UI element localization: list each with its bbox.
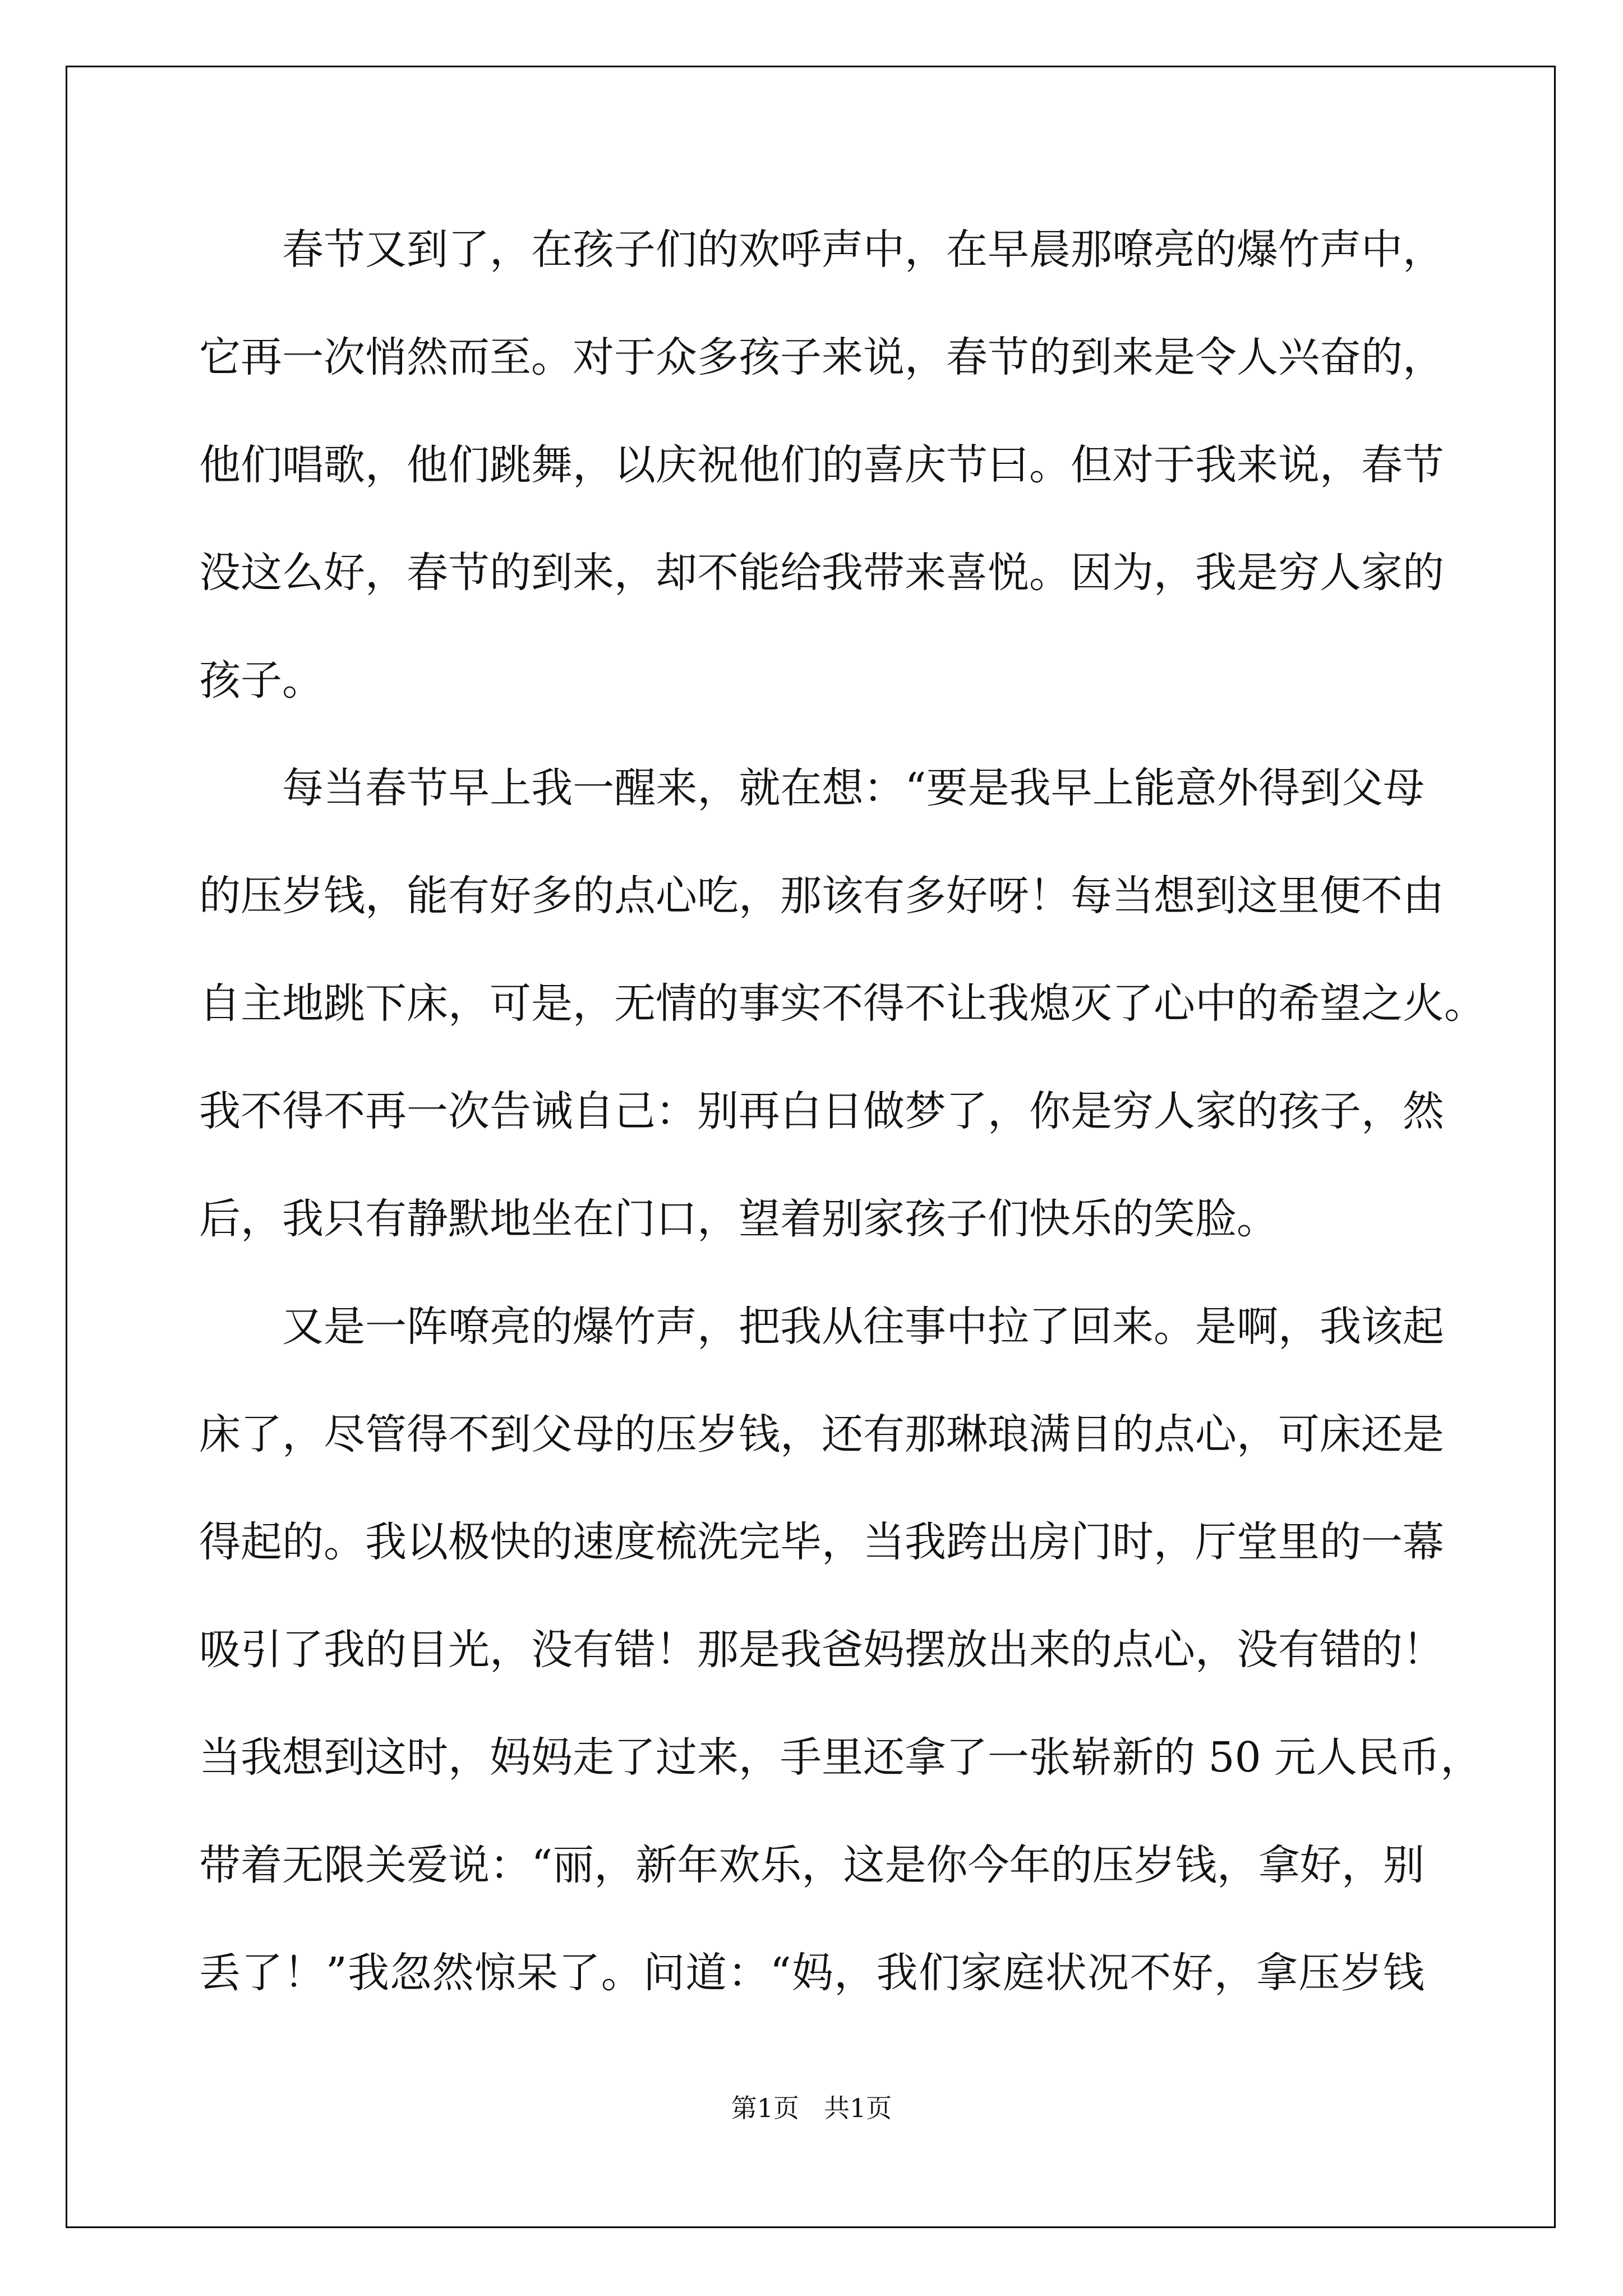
text-line: 吸引了我的目光，没有错！那是我爸妈摆放出来的点心，没有错的！	[199, 1626, 1444, 1674]
page-number: 第1页	[731, 2093, 800, 2123]
text-line: 孩子。	[199, 656, 324, 705]
text-line: 的压岁钱，能有好多的点心吃，那该有多好呀！每当想到这里便不由	[199, 872, 1444, 920]
page-total: 共1页	[823, 2093, 892, 2123]
text-line: 当我想到这时，妈妈走了过来，手里还拿了一张崭新的 50 元人民币，	[199, 1733, 1482, 1782]
text-line: 又是一阵嘹亮的爆竹声，把我从往事中拉了回来。是啊，我该起	[282, 1303, 1444, 1351]
text-line: 每当春节早上我一醒来，就在想：“要是我早上能意外得到父母	[282, 764, 1424, 812]
text-line: 它再一次悄然而至。对于众多孩子来说，春节的到来是令人兴奋的，	[199, 333, 1444, 381]
text-line: 床了，尽管得不到父母的压岁钱，还有那琳琅满目的点心，可床还是	[199, 1410, 1444, 1458]
text-line: 我不得不再一次告诫自己：别再白日做梦了，你是穷人家的孩子，然	[199, 1087, 1444, 1135]
text-line: 他们唱歌，他们跳舞，以庆祝他们的喜庆节曰。但对于我来说，春节	[199, 441, 1444, 489]
text-line: 没这么好，春节的到来，却不能给我带来喜悦。因为，我是穷人家的	[199, 549, 1444, 597]
text-line: 春节又到了，在孩子们的欢呼声中，在早晨那嘹亮的爆竹声中，	[282, 226, 1444, 274]
text-line: 带着无限关爱说：“丽，新年欢乐，这是你今年的压岁钱，拿好，别	[199, 1841, 1424, 1889]
text-line: 得起的。我以极快的速度梳洗完毕，当我跨出房门时，厅堂里的一幕	[199, 1518, 1444, 1566]
text-line: 丢了！”我忽然惊呆了。问道：“妈，我们家庭状况不好，拿压岁钱	[199, 1949, 1424, 1997]
text-line: 后，我只有静默地坐在门口，望着别家孩子们快乐的笑脸。	[199, 1195, 1278, 1243]
page-footer	[0, 2091, 1623, 2125]
text-line: 自主地跳下床，可是，无情的事实不得不让我熄灭了心中的希望之火。	[199, 979, 1486, 1028]
